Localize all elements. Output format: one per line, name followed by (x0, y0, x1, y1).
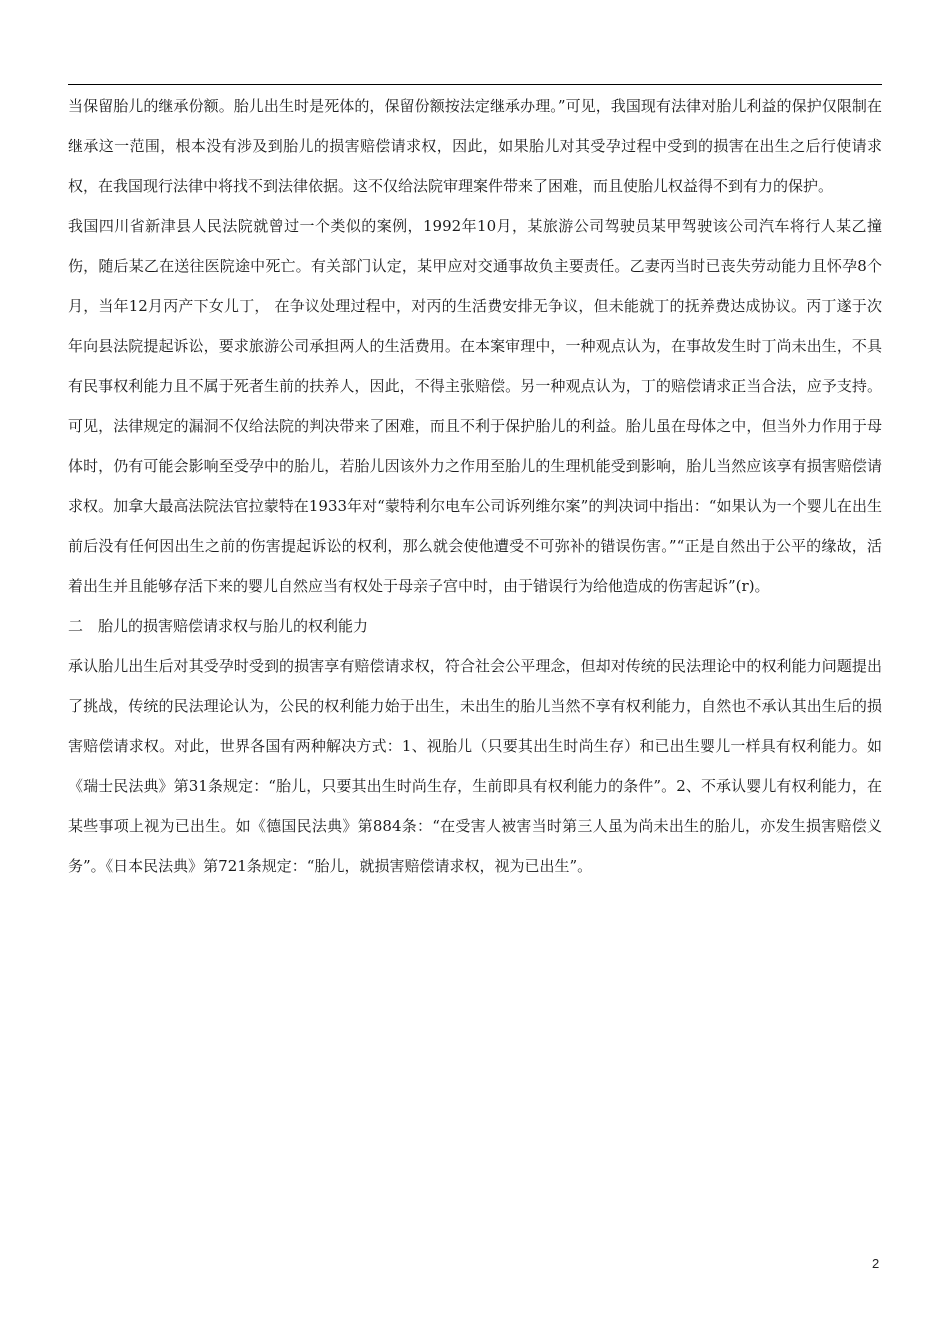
header-rule (68, 84, 882, 85)
paragraph-3: 承认胎儿出生后对其受孕时受到的损害享有赔偿请求权，符合社会公平理念，但却对传统的民法理论中的权利能力问题提出了挑战，传统的民法理论认为，公民的权利能力始于出生，未出生的胎儿当然不享有权利能力，自然也不承认其出生后的损害赔偿请求权。对此，世界各国有两种解决方式：1、视胎儿（只要其出生时尚生存）和已出生婴儿一样具有权利能力。如《瑞士民法典》第31条规定：“胎儿，只要其出生时尚生存，生前即具有权利能力的条件”。2、不承认婴儿有权利能力，在某些事项上视为已出生。如《德国民法典》第884条：“在受害人被害当时第三人虽为尚未出生的胎儿，亦发生损害赔偿义务”。《日本民法典》第721条规定：“胎儿，就损害赔偿请求权，视为已出生”。 (68, 657, 882, 875)
section-heading: 二 胎儿的损害赔偿请求权与胎儿的权利能力 (68, 617, 369, 635)
paragraph-1: 当保留胎儿的继承份额。胎儿出生时是死体的，保留份额按法定继承办理。”可见，我国现有法律对胎儿利益的保护仅限制在继承这一范围，根本没有涉及到胎儿的损害赔偿请求权，因此，如果胎儿对其受孕过程中受到的损害在出生之后行使请求权，在我国现行法律中将找不到法律依据。这不仅给法院审理案件带来了困难，而且使胎儿权益得不到有力的保护。 (68, 97, 882, 195)
paragraph-2: 我国四川省新津县人民法院就曾过一个类似的案例，1992年10月，某旅游公司驾驶员某甲驾驶该公司汽车将行人某乙撞伤，随后某乙在送往医院途中死亡。有关部门认定，某甲应对交通事故负主要责任。乙妻丙当时已丧失劳动能力且怀孕8个月，当年12月丙产下女儿丁， 在争议处理过程中，对丙的生活费安排无争议，但未能就丁的抚养费达成协议。丙丁遂于次年向县法院提起诉讼，要求旅游公司承担两人的生活费用。在本案审理中，一种观点认为，在事故发生时丁尚未出生，不具有民事权利能力且不属于死者生前的扶养人，因此，不得主张赔偿。另一种观点认为，丁的赔偿请求正当合法，应予支持。可见，法律规定的漏洞不仅给法院的判决带来了困难，而且不利于保护胎儿的利益。胎儿虽在母体之中，但当外力作用于母体时，仍有可能会影响至受孕中的胎儿，若胎儿因该外力之作用至胎儿的生理机能受到影响，胎儿当然应该享有损害赔偿请求权。加拿大最高法院法官拉蒙特在1933年对“蒙特利尔电车公司诉列维尔案”的判决词中指出：“如果认为一个婴儿在出生前后没有任何因出生之前的伤害提起诉讼的权利，那么就会使他遭受不可弥补的错误伤害。”“正是自然出于公平的缘故，活着出生并且能够存活下来的婴儿自然应当有权处于母亲子宫中时，由于错误行为给他造成的伤害起诉”(r)。 (68, 217, 882, 595)
document-body (68, 86, 882, 886)
page-number: 2 (872, 1256, 880, 1271)
